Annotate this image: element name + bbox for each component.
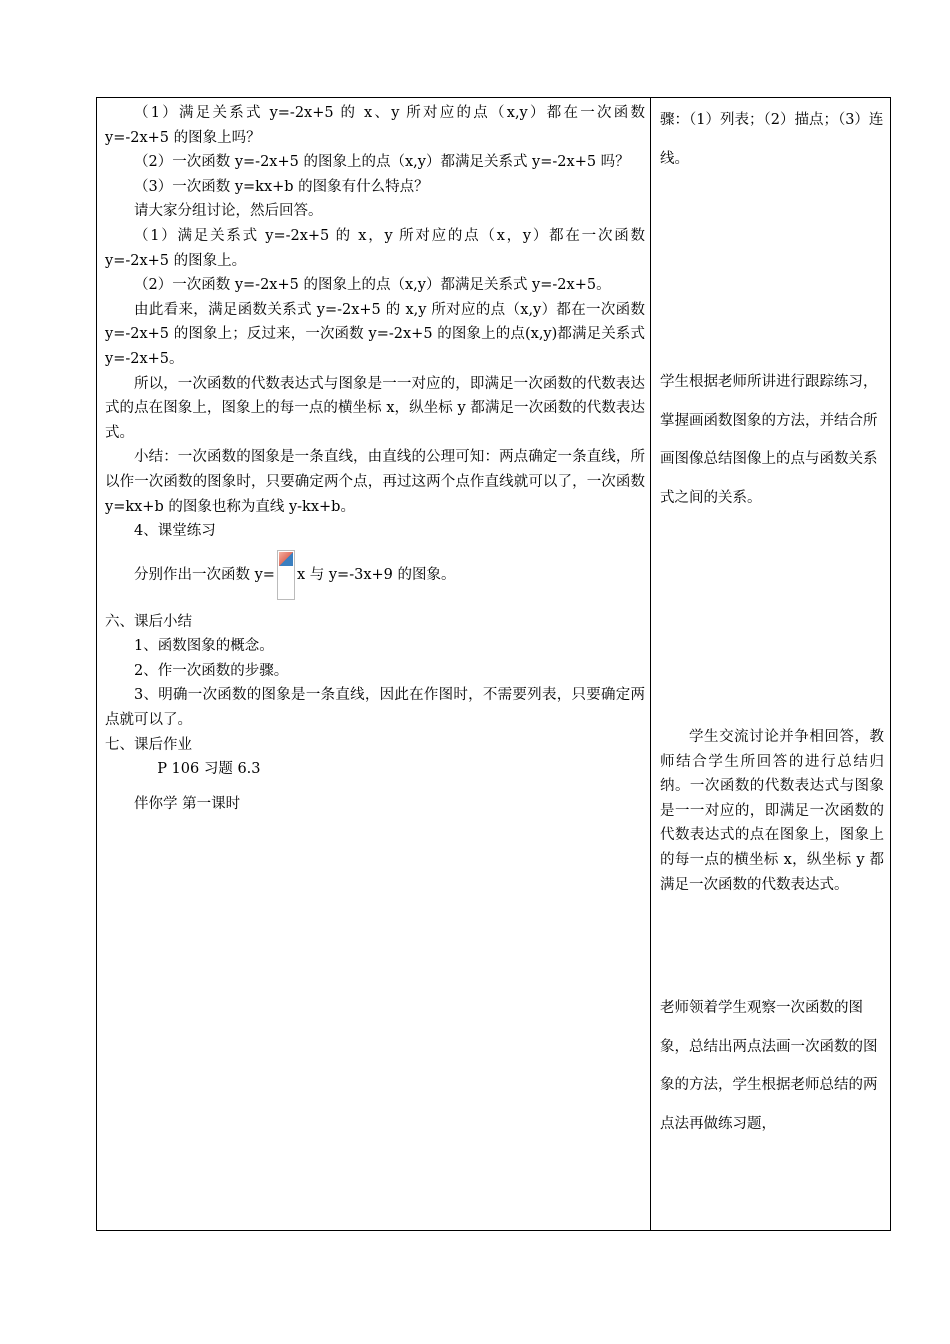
summary-item-2: 2、作一次函数的步骤。	[134, 662, 289, 679]
exercise-suffix: x 与 y=-3x+9 的图象。	[296, 566, 456, 583]
classroom-practice-heading: 4、课堂练习	[134, 523, 216, 540]
homework-item-1: P 106 习题 6.3	[157, 761, 261, 778]
fraction-image	[277, 550, 295, 600]
column-divider	[650, 98, 651, 1230]
discussion-note: 学生交流讨论并争相回答，教师结合学生所回答的进行总结归纳。一次函数的代数表达式与图象是一一对应的，即满足一次函数的代数表达式的点在图象上，图象上的每一点的横坐标 x，纵坐标 y 都满足一次函数的代数表达式。	[660, 729, 884, 893]
student-activity-column	[660, 101, 884, 1143]
homework-heading: 七、课后作业	[105, 736, 192, 753]
image-placeholder-icon	[279, 552, 293, 566]
steps-note: 骤：（1）列表；（2）描点；（3）连线。	[660, 112, 884, 167]
question-3: （3）一次函数 y=kx+b 的图象有什么特点？	[134, 178, 429, 195]
conclusion-paragraph: 由此看来，满足函数关系式 y=-2x+5 的 x,y 所对应的点（x,y）都在一次函数 y=-2x+5 的图象上；反过来，一次函数 y=-2x+5 的图象上的点(x,y)都满足关系式 y=-2x+5。	[105, 301, 645, 367]
homework-item-2: 伴你学 第一课时	[134, 795, 241, 812]
practice-note: 学生根据老师所讲进行跟踪练习，掌握画函数图象的方法，并结合所画图像总结图像上的点与函数关系式之间的关系。	[660, 374, 878, 506]
correspondence-paragraph: 所以，一次函数的代数表达式与图象是一一对应的，即满足一次函数的代数表达式的点在图象上，图象上的每一点的横坐标 x，纵坐标 y 都满足一次函数的代数表达式。	[105, 375, 645, 441]
summary-paragraph: 小结：一次函数的图象是一条直线，由直线的公理可知：两点确定一条直线，所以作一次函数的图象时，只要确定两个点，再过这两个点作直线就可以了，一次函数 y=kx+b 的图象也称为直线 y-kx+b。	[105, 449, 645, 515]
summary-item-3: 3、明确一次函数的图象是一条直线，因此在作图时，不需要列表，只要确定两点就可以了。	[105, 687, 645, 729]
question-1: （1）满足关系式 y=-2x+5 的 x、y 所对应的点（x,y）都在一次函数 y=-2x+5 的图象上吗？	[105, 105, 645, 146]
summary-item-1: 1、函数图象的概念。	[134, 638, 274, 655]
answer-2: （2）一次函数 y=-2x+5 的图象上的点（x,y）都满足关系式 y=-2x+5。	[134, 277, 611, 294]
discussion-prompt: 请大家分组讨论，然后回答。	[134, 203, 323, 220]
lesson-table	[96, 97, 891, 1231]
teaching-content-column	[105, 101, 645, 816]
exercise-line	[105, 550, 645, 600]
teacher-guidance-note: 老师领着学生观察一次函数的图象，总结出两点法画一次函数的图象的方法，学生根据老师总结的两点法再做练习题，	[660, 1000, 878, 1132]
summary-heading: 六、课后小结	[105, 613, 192, 630]
question-2: （2）一次函数 y=-2x+5 的图象上的点（x,y）都满足关系式 y=-2x+5 吗？	[134, 154, 630, 171]
exercise-prefix: 分别作出一次函数 y=	[134, 566, 275, 583]
answer-1: （1）满足关系式 y=-2x+5 的 x，y 所对应的点（x，y）都在一次函数 y=-2x+5 的图象上。	[105, 227, 645, 269]
